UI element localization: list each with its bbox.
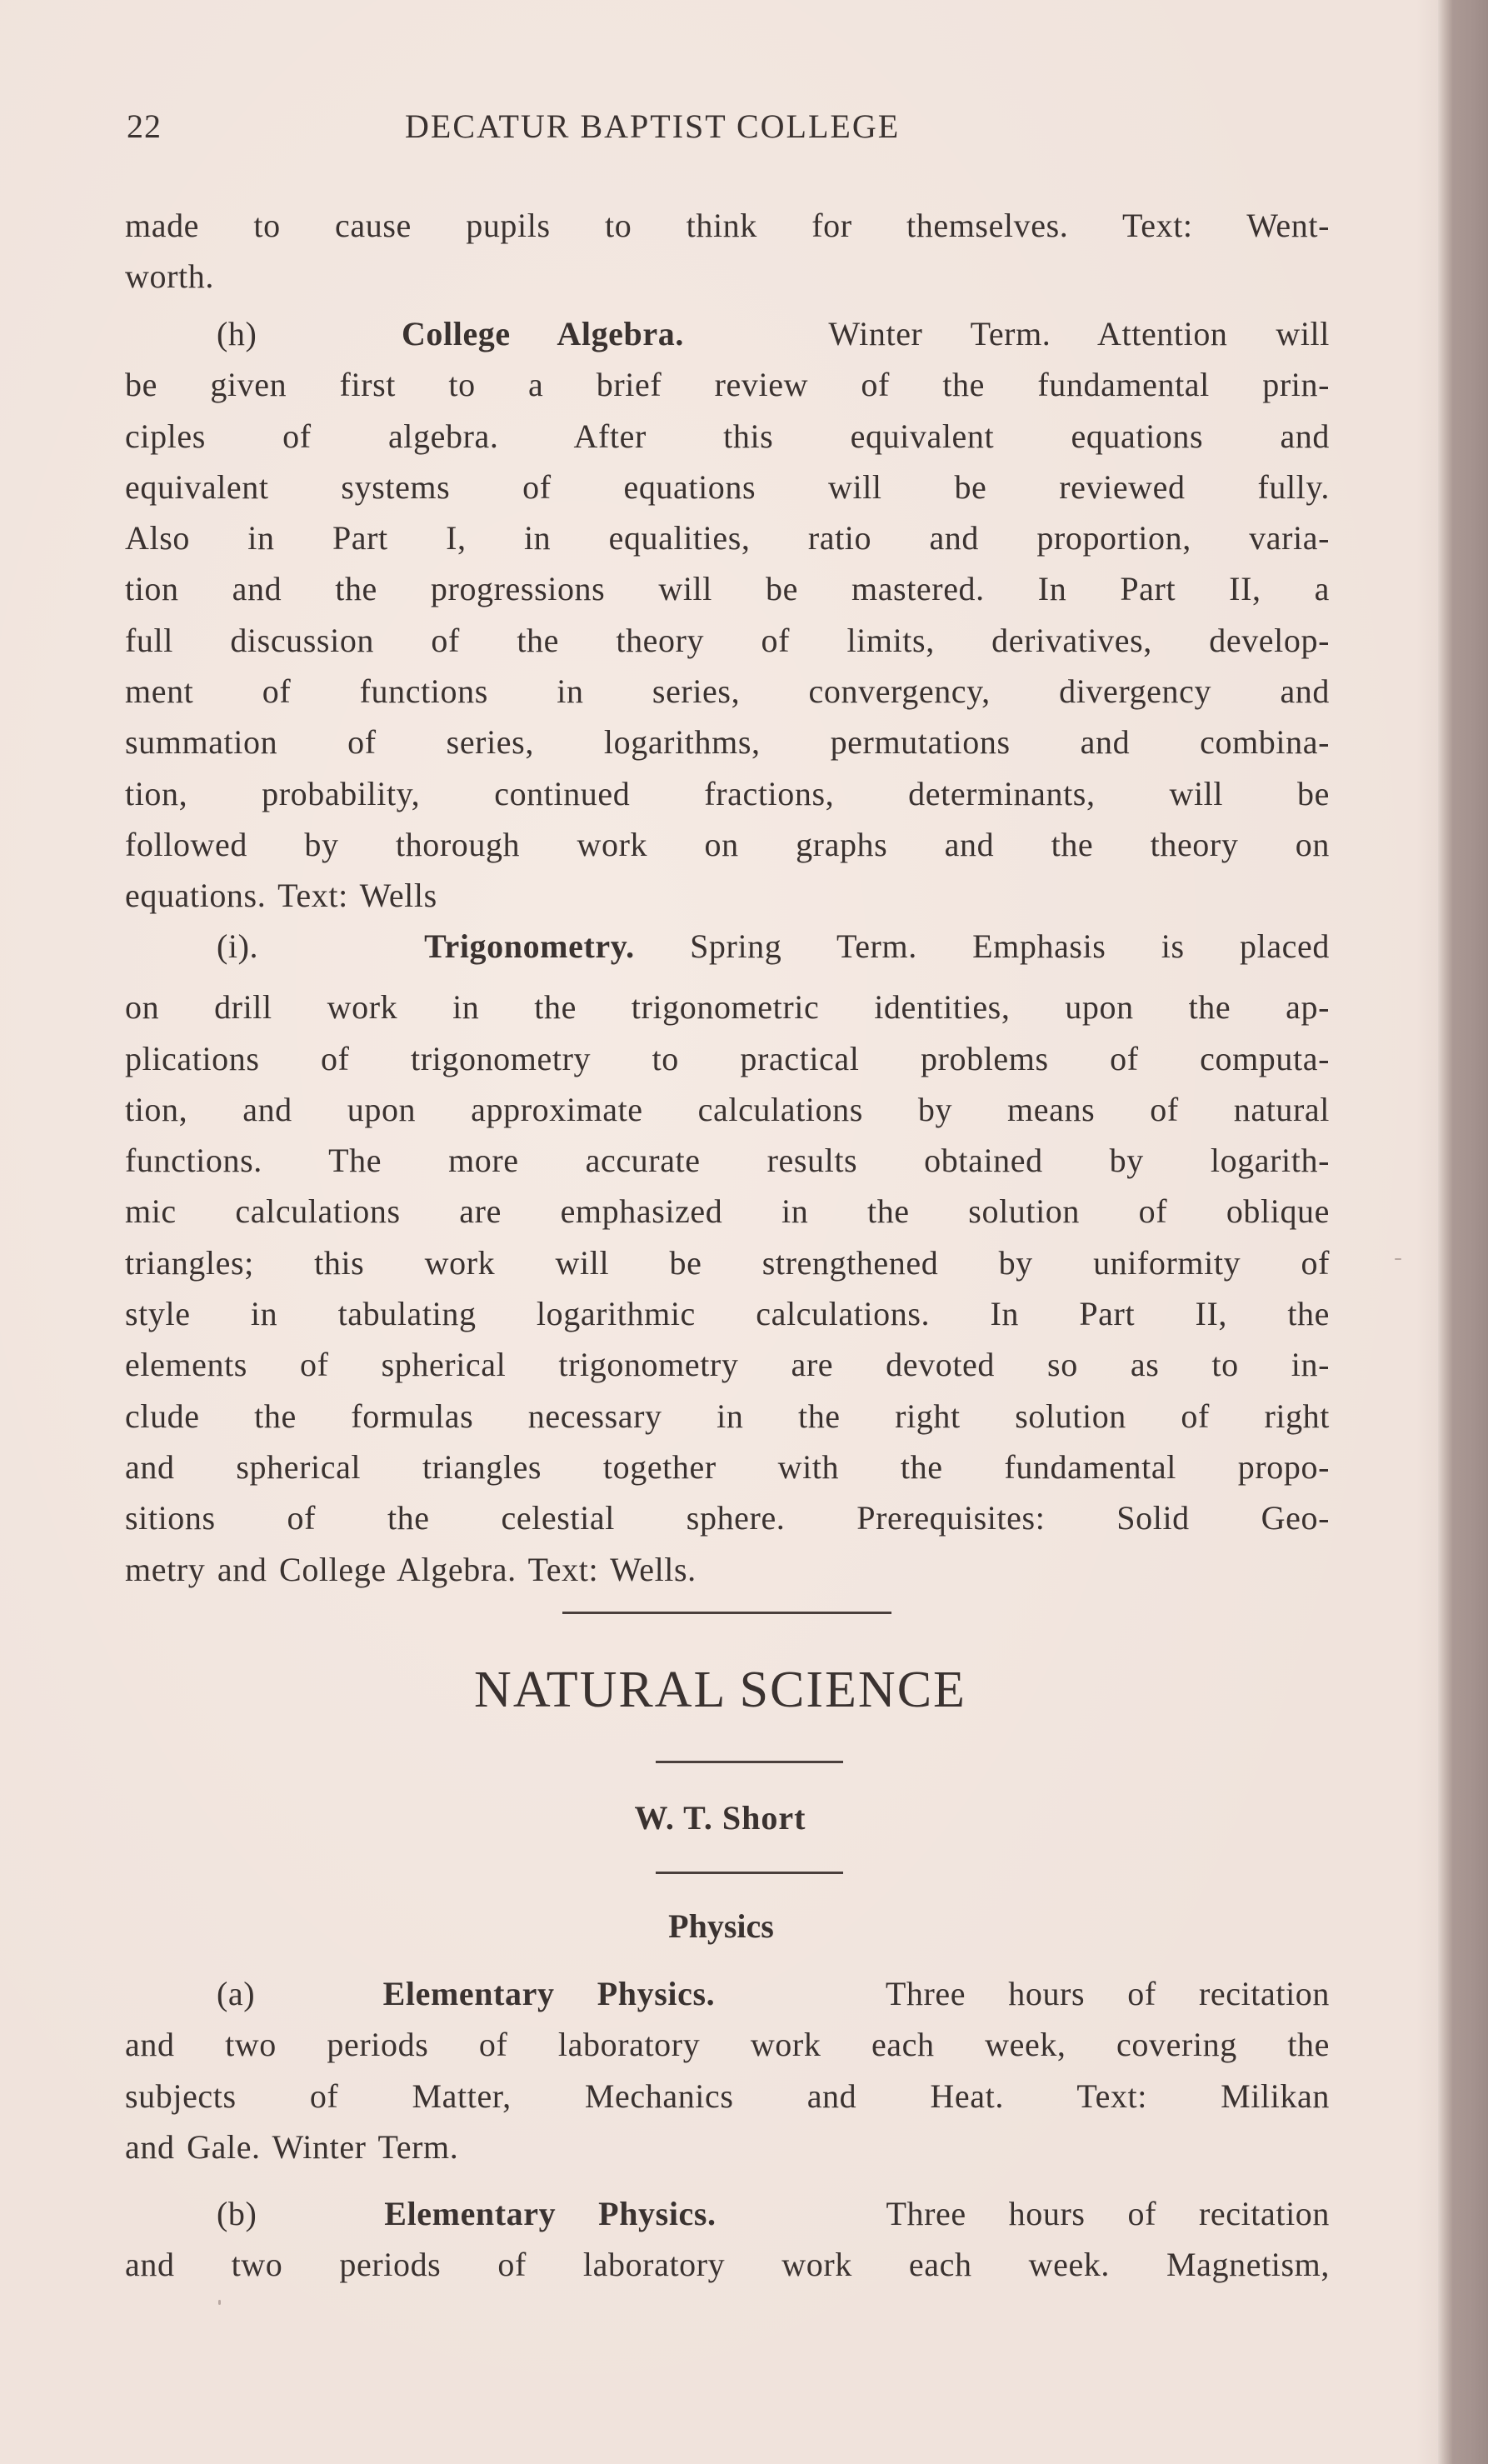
text-line: plications of trigonometry to practical problems of computa- [125,1039,1330,1077]
text-line: elements of spherical trigonometry are devoted so as to in- [125,1346,1330,1384]
course-trigonometry [125,921,1330,1595]
course-label: (h) [217,315,257,352]
text-line: functions. The more accurate results obtained by logarith- [125,1142,1330,1180]
text-line: and two periods of laboratory work each week, covering the [125,2026,1330,2064]
text-line: mic calculations are emphasized in the solution of oblique [125,1192,1330,1231]
instructor-name [0,1798,1454,1837]
text-line: equivalent systems of equations will be reviewed fully. [125,467,1330,506]
course-elementary-physics-b [125,2188,1330,2291]
course-heading-line [125,921,1330,972]
text-line: clude the formulas necessary in the right solution of right [125,1397,1330,1435]
section-divider-rule [562,1612,891,1614]
subsection-title-text: Physics [668,1907,774,1945]
text-line: be given first to a brief review of the fundamental prin- [125,366,1330,404]
text-line: full discussion of the theory of limits, derivatives, develop- [125,621,1330,659]
divider-rule [656,1761,843,1763]
running-head [127,107,1335,157]
page-number: 22 [127,107,162,145]
course-title: Elementary Physics. [382,1975,716,2012]
text-line: and spherical triangles together with the fundamental propo- [125,1447,1330,1486]
text-line: tion and the progressions will be mastered. In Part II, a [125,570,1330,608]
course-heading-line [125,308,1330,359]
course-label: (a) [217,1975,256,2012]
text-line: on drill work in the trigonometric identities, upon the ap- [125,988,1330,1027]
course-description-start: Three hours of recitation [886,2195,1330,2232]
instructor-name-text: W. T. Short [634,1799,806,1837]
course-term: Spring Term. Emphasis is placed [690,927,1330,965]
text-line: summation of series, logarithms, permutations and combina- [125,723,1330,762]
text-line: equations. Text: Wells [125,877,437,915]
text-line: worth. [125,257,214,296]
course-elementary-physics-a [125,1968,1330,2172]
text-line: tion, and upon approximate calculations by means of natural [125,1090,1330,1128]
text-line: Also in Part I, in equalities, ratio and proportion, varia- [125,519,1330,557]
course-heading-line [125,1968,1330,2019]
course-title: College Algebra. [401,315,684,352]
section-title-text: NATURAL SCIENCE [474,1662,966,1718]
continuation-paragraph [125,200,1330,302]
text-line: triangles; this work will be strengthened by uniformity of [125,1243,1330,1282]
text-line: followed by thorough work on graphs and the theory on [125,825,1330,863]
course-term: Winter Term. Attention will [828,315,1330,352]
text-line: and two periods of laboratory work each week. Magnetism, [125,2246,1330,2284]
paper-speck [1395,1258,1401,1260]
text-line: ciples of algebra. After this equivalent equations and [125,417,1330,455]
divider-rule [656,1872,843,1874]
book-gutter [1438,0,1488,2464]
paper-speck [218,2300,221,2305]
course-description-start: Three hours of recitation [885,1975,1330,2012]
course-college-algebra [125,308,1330,922]
course-label: (b) [217,2195,257,2232]
running-title: DECATUR BAPTIST COLLEGE [405,107,901,145]
course-label: (i). [217,927,259,965]
text-line: made to cause pupils to think for themselves. Text: Went- [125,207,1330,244]
course-title: Elementary Physics. [384,2195,717,2232]
course-heading-line [125,2188,1330,2239]
text-line: ment of functions in series, convergency, divergency and [125,672,1330,711]
section-title [0,1661,1454,1720]
course-title: Trigonometry. [424,927,635,965]
text-line: sitions of the celestial sphere. Prerequisites: Solid Geo- [125,1499,1330,1537]
text-line: and Gale. Winter Term. [125,2127,459,2166]
text-line: subjects of Matter, Mechanics and Heat. Text: Milikan [125,2077,1330,2115]
text-line: metry and College Algebra. Text: Wells. [125,1550,697,1588]
text-line: style in tabulating logarithmic calculations. In Part II, the [125,1295,1330,1333]
subsection-title [0,1907,1454,1946]
text-line: tion, probability, continued fractions, determinants, will be [125,774,1330,812]
